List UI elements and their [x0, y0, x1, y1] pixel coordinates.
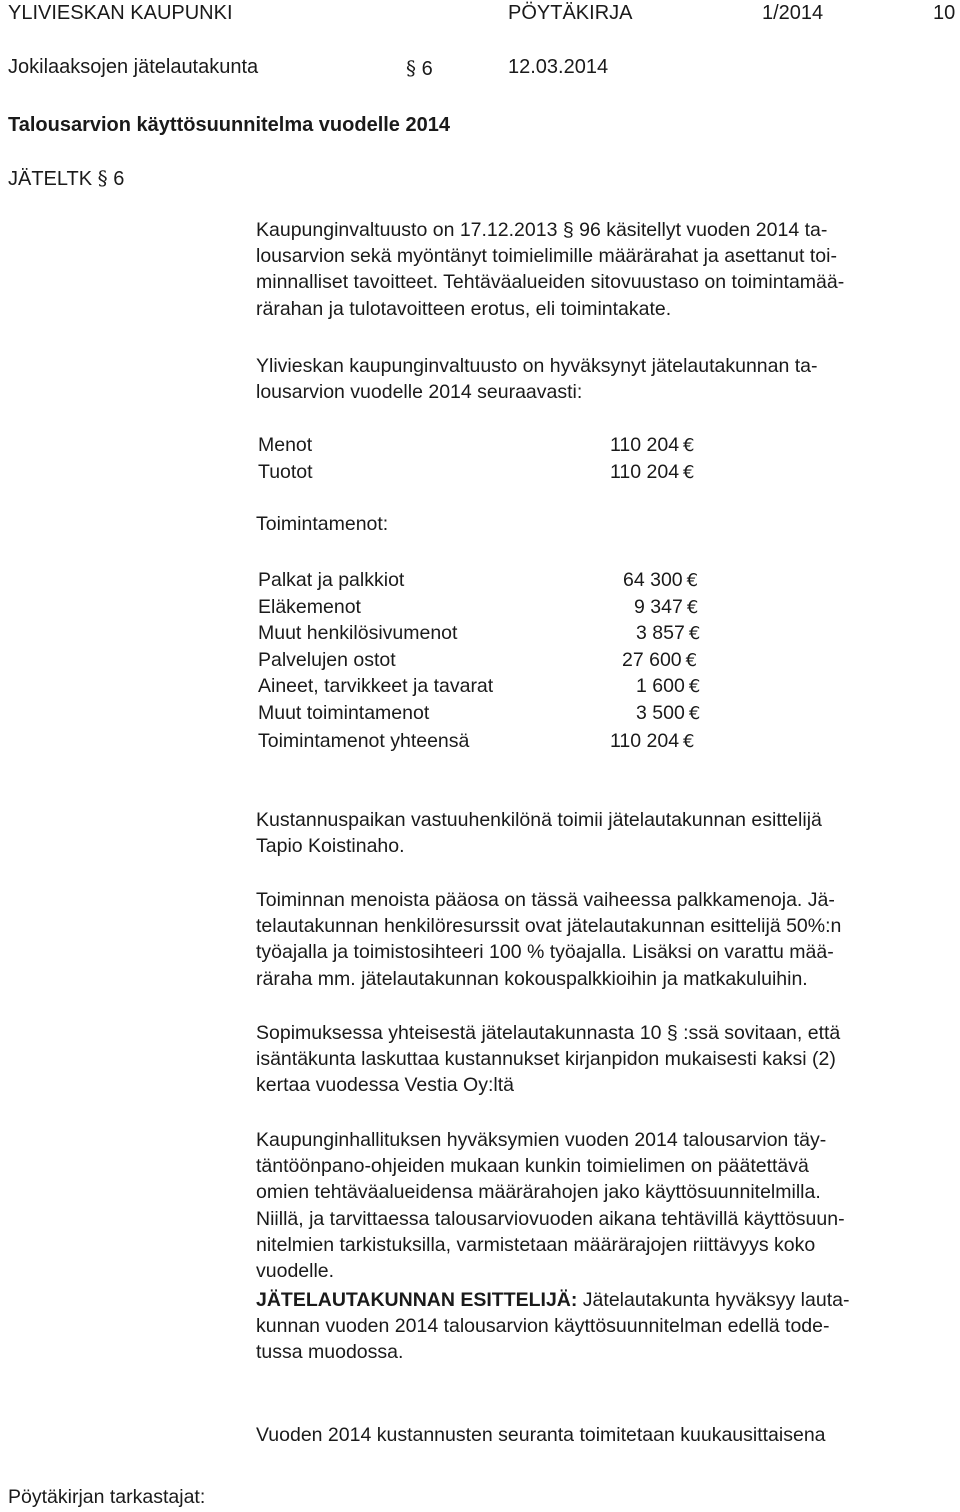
- proposal-line: tussa muodossa.: [256, 1341, 404, 1364]
- euro-icon: €: [685, 650, 698, 671]
- expense-amount: 3 857 €: [636, 622, 701, 644]
- expense-label: Palvelujen ostot: [258, 649, 396, 671]
- euro-icon: €: [688, 623, 701, 644]
- proposal-line: [256, 1287, 956, 1313]
- expense-amount: 27 600 €: [622, 649, 698, 671]
- staff-line: telautakunnan henkilöresurssit ovat jätelautakunnan esittelijä 50%:n: [256, 915, 842, 938]
- intro-line: minnalliset tavoitteet. Tehtäväalueiden sitovuustaso on toimintamää-: [256, 271, 845, 294]
- guidelines-line: vuodelle.: [256, 1260, 335, 1283]
- guidelines-line: Kaupunginhallituksen hyväksymien vuoden 2014 talousarvion täy-: [256, 1129, 827, 1151]
- budget-row-amount: 110 204 €: [610, 461, 695, 483]
- page-title: Talousarvion käyttösuunnitelma vuodelle 2014: [8, 114, 450, 136]
- reference-code-number: 6: [107, 168, 125, 190]
- budget-row-tuotot: [258, 459, 718, 485]
- section-sign-icon: §: [406, 56, 416, 80]
- expense-amount: 64 300 €: [623, 569, 699, 591]
- euro-icon: €: [688, 703, 701, 724]
- expense-amount: 1 600 €: [636, 675, 701, 697]
- approval-line: lousarvion vuodelle 2014 seuraavasti:: [256, 381, 583, 404]
- budget-row-label: Menot: [258, 434, 313, 456]
- document-type: PÖYTÄKIRJA: [508, 2, 633, 24]
- expense-amount: 3 500 €: [636, 702, 701, 724]
- euro-icon: €: [688, 676, 701, 697]
- intro-line: Kaupunginvaltuusto on 17.12.2013 § 96 käsitellyt vuoden 2014 ta-: [256, 219, 828, 241]
- meeting-date: 12.03.2014: [508, 56, 609, 78]
- reference-code: [8, 166, 124, 191]
- expense-amount: 110 204 €: [610, 730, 695, 752]
- reference-code-text: JÄTELTK: [8, 168, 98, 190]
- proposal-label: JÄTELAUTAKUNNAN ESITTELIJÄ:: [256, 1289, 578, 1311]
- monitoring-paragraph: [256, 1422, 956, 1448]
- reviewers-label: Pöytäkirjan tarkastajat:: [8, 1486, 206, 1508]
- expense-label: Aineet, tarvikkeet ja tavarat: [258, 675, 494, 697]
- expense-row: [258, 647, 718, 673]
- document-number: 1/2014: [762, 2, 824, 24]
- agreement-line: isäntäkunta laskuttaa kustannukset kirjanpidon mukaisesti kaksi (2): [256, 1048, 836, 1071]
- guidelines-line: omien tehtäväalueidensa määrärahojen jako käyttösuunnitelmilla.: [256, 1181, 821, 1204]
- proposal-paragraph: [256, 1287, 956, 1366]
- agreement-paragraph: [256, 1020, 956, 1099]
- expense-row: [258, 673, 718, 699]
- expense-row: [258, 567, 718, 593]
- expense-label: Palkat ja palkkiot: [258, 569, 405, 591]
- euro-icon: €: [683, 435, 695, 456]
- section-sign-icon: §: [97, 166, 108, 190]
- expenses-heading: Toimintamenot:: [256, 513, 389, 535]
- approval-paragraph: [256, 353, 956, 405]
- euro-icon: €: [686, 597, 699, 618]
- intro-line: lousarvion sekä myöntänyt toimielimille määrärahat ja asettanut toi-: [256, 245, 837, 268]
- staff-line: Toiminnan menoista pääosa on tässä vaiheessa palkkamenoja. Jä-: [256, 889, 835, 911]
- organization-name: YLIVIESKAN KAUPUNKI: [8, 2, 233, 24]
- euro-icon: €: [683, 462, 695, 483]
- expense-row-total: [258, 728, 718, 754]
- expense-row: [258, 700, 718, 726]
- expense-label: Muut toimintamenot: [258, 702, 430, 724]
- budget-row-label: Tuotot: [258, 461, 313, 483]
- proposal-line: kunnan vuoden 2014 talousarvion käyttösuunnitelman edellä tode-: [256, 1315, 830, 1338]
- guidelines-line: täntöönpano-ohjeiden mukaan kunkin toimielimen on päätettävä: [256, 1155, 809, 1178]
- guidelines-line: nitelmien tarkistuksilla, varmistetaan määrärajojen riittävyys koko: [256, 1233, 816, 1256]
- euro-icon: €: [686, 570, 699, 591]
- euro-icon: €: [683, 731, 695, 752]
- monitoring-line: Vuoden 2014 kustannusten seuranta toimitetaan kuukausittaisena: [256, 1424, 826, 1446]
- cost-center-paragraph: [256, 807, 956, 859]
- expense-label: Toimintamenot yhteensä: [258, 730, 470, 752]
- cost-center-line: Tapio Koistinaho.: [256, 835, 405, 858]
- expense-amount: 9 347 €: [634, 596, 699, 618]
- expense-row: [258, 594, 718, 620]
- intro-paragraph: [256, 217, 956, 322]
- staff-paragraph: [256, 887, 956, 992]
- expense-row: [258, 620, 718, 646]
- staff-line: räraha mm. jätelautakunnan kokouspalkkioihin ja matkakuluihin.: [256, 967, 808, 990]
- guidelines-line: Niillä, ja tarvittaessa talousarviovuoden aikana tehtävillä käyttösuun-: [256, 1207, 845, 1230]
- page-number: 10: [933, 2, 956, 24]
- section-number-value: 6: [421, 58, 433, 80]
- budget-row-amount: 110 204 €: [610, 434, 695, 456]
- staff-line: työajalla ja toimistosihteeri 100 % työajalla. Lisäksi on varattu mää-: [256, 941, 834, 964]
- board-name: Jokilaaksojen jätelautakunta: [8, 56, 259, 78]
- budget-row-menot: [258, 432, 718, 458]
- section-number: [406, 56, 433, 81]
- expense-label: Muut henkilösivumenot: [258, 622, 458, 644]
- agreement-line: kertaa vuodessa Vestia Oy:ltä: [256, 1074, 514, 1097]
- proposal-text: Jätelautakunta hyväksyy lauta-: [577, 1289, 850, 1311]
- cost-center-line: Kustannuspaikan vastuuhenkilönä toimii jätelautakunnan esittelijä: [256, 809, 822, 831]
- agreement-line: Sopimuksessa yhteisestä jätelautakunnasta 10 § :ssä sovitaan, että: [256, 1022, 841, 1044]
- approval-line: Ylivieskan kaupunginvaltuusto on hyväksynyt jätelautakunnan ta-: [256, 355, 818, 377]
- expense-label: Eläkemenot: [258, 596, 361, 618]
- intro-line: rärahan ja tulotavoitteen erotus, eli toimintakate.: [256, 297, 672, 320]
- guidelines-paragraph: [256, 1127, 956, 1284]
